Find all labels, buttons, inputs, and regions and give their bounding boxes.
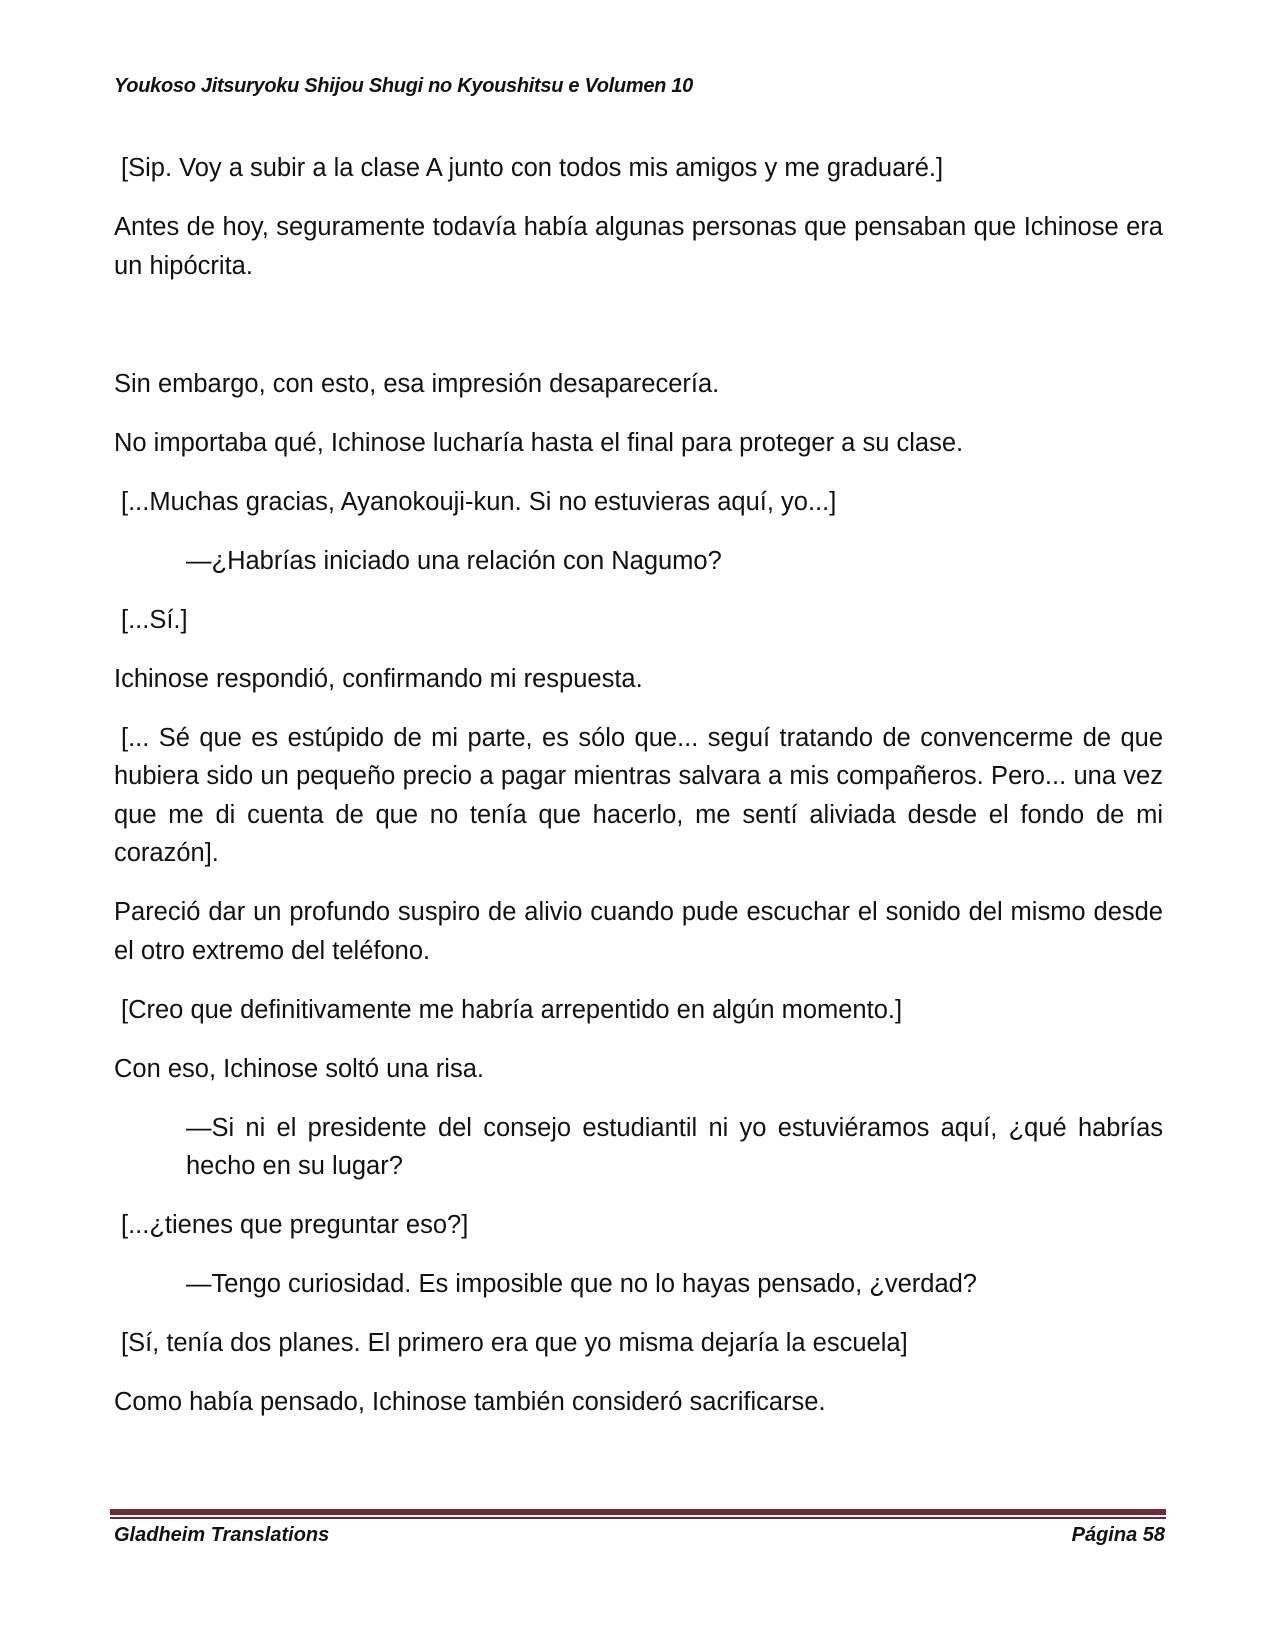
blank-paragraph bbox=[114, 306, 1163, 345]
page-body bbox=[114, 149, 1163, 1442]
footer-publisher: Gladheim Translations bbox=[114, 1524, 330, 1546]
footer-rule-thick bbox=[110, 1509, 1166, 1515]
paragraph: [Sí, tenía dos planes. El primero era que yo misma dejaría la escuela] bbox=[121, 1329, 908, 1357]
dialogue-line: —Tengo curiosidad. Es imposible que no lo hayas pensado, ¿verdad? bbox=[186, 1270, 977, 1298]
paragraph: Pareció dar un profundo suspiro de alivio cuando pude escuchar el sonido del mismo desde el otro extremo del teléfono. bbox=[114, 898, 1163, 965]
paragraph: Con eso, Ichinose soltó una risa. bbox=[114, 1054, 484, 1083]
paragraph: [Creo que definitivamente me habría arrepentido en algún momento.] bbox=[121, 995, 903, 1024]
running-header: Youkoso Jitsuryoku Shijou Shugi no Kyoushitsu e Volumen 10 bbox=[114, 75, 693, 97]
page-number: Página 58 bbox=[1071, 1524, 1165, 1546]
paragraph: Sin embargo, con esto, esa impresión desaparecería. bbox=[114, 369, 720, 398]
dialogue-line: —Si ni el presidente del consejo estudiantil ni yo estuviéramos aquí, ¿qué habrías hecho en su lugar? bbox=[186, 1113, 1163, 1180]
paragraph: [...¿tienes que preguntar eso?] bbox=[121, 1211, 469, 1239]
paragraph: [...Sí.] bbox=[121, 605, 188, 634]
paragraph: [... Sé que es estúpido de mi parte, es sólo que... seguí tratando de convencerme de que hubiera sido un pequeño precio a pagar mientras salvara a mis compañeros. Pero... una vez que me di cuenta de que no tenía que hacerlo, me sentí aliviada desde el fondo de mi corazón]. bbox=[114, 723, 1163, 867]
paragraph: [Sip. Voy a subir a la clase A junto con todos mis amigos y me graduaré.] bbox=[121, 154, 944, 182]
footer-rule-thin bbox=[110, 1517, 1166, 1519]
paragraph: Antes de hoy, seguramente todavía había algunas personas que pensaban que Ichinose era un hipócrita. bbox=[114, 213, 1163, 280]
paragraph: Ichinose respondió, confirmando mi respuesta. bbox=[114, 664, 643, 693]
paragraph: No importaba qué, Ichinose lucharía hasta el final para proteger a su clase. bbox=[114, 428, 964, 457]
paragraph: [...Muchas gracias, Ayanokouji-kun. Si no estuvieras aquí, yo...] bbox=[121, 487, 837, 516]
dialogue-line: —¿Habrías iniciado una relación con Nagumo? bbox=[186, 546, 722, 575]
paragraph: Como había pensado, Ichinose también consideró sacrificarse. bbox=[114, 1388, 826, 1416]
